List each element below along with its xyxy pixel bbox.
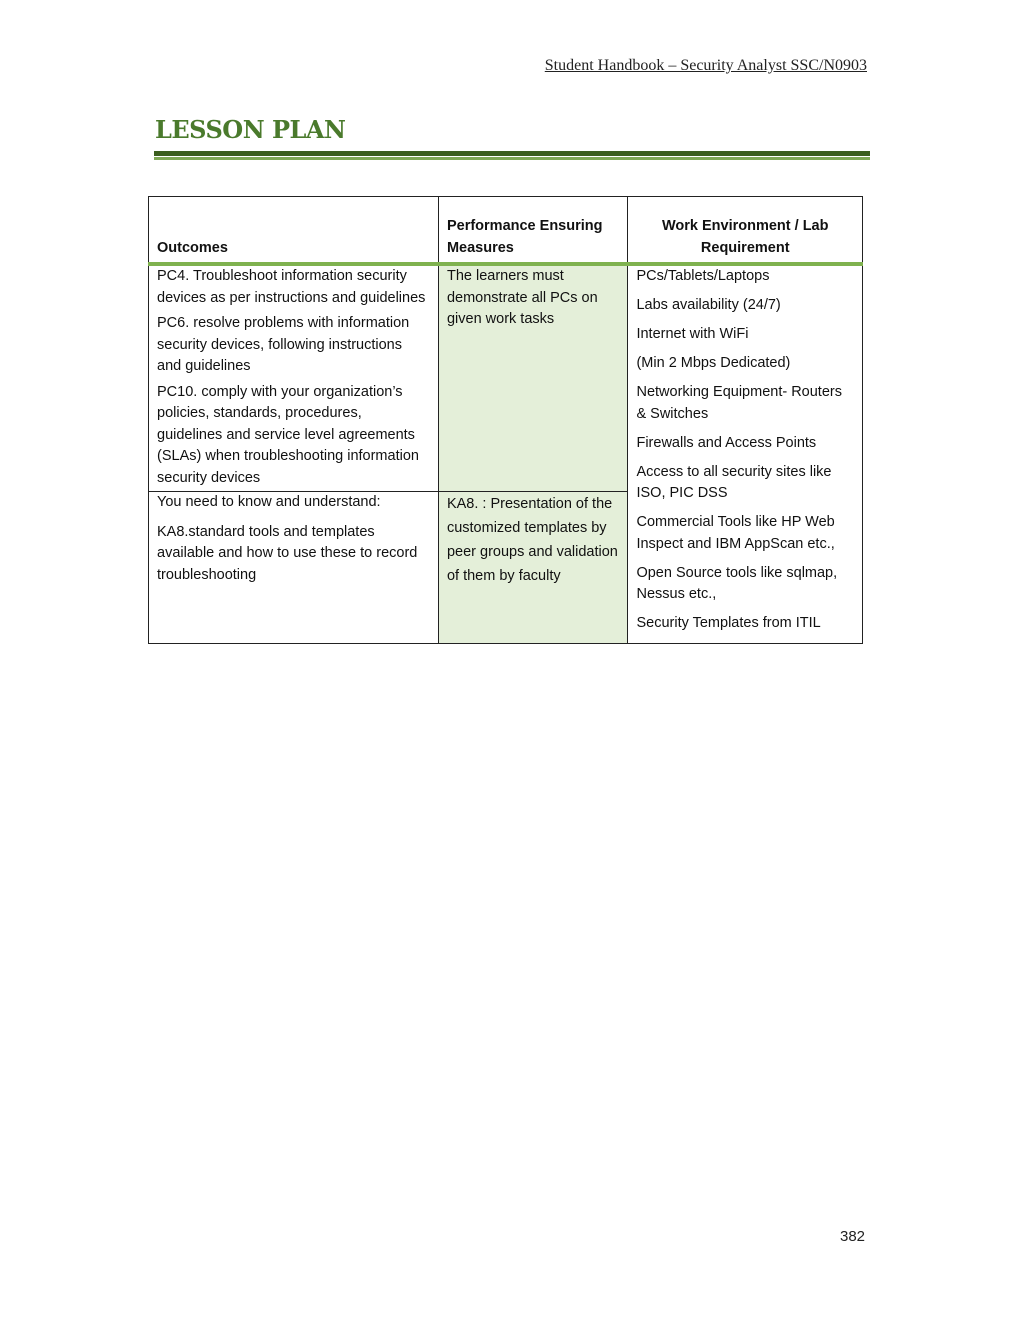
knowledge-intro: You need to know and understand: <box>157 494 381 510</box>
outcome-pc6: PC6. resolve problems with information security devices, following instructions and guidelines <box>157 315 410 374</box>
header-outcomes: Outcomes <box>149 197 439 265</box>
running-header: Student Handbook – Security Analyst SSC/N0903 <box>544 57 867 74</box>
ka8-measure-cell <box>438 492 628 644</box>
header-measures: Performance Ensuring Measures <box>438 197 628 265</box>
outcomes-cell <box>149 264 439 492</box>
env-item: Commercial Tools like HP Web Inspect and IBM AppScan etc., <box>636 514 835 552</box>
knowledge-cell <box>149 492 439 644</box>
env-item: Networking Equipment- Routers & Switches <box>636 384 842 422</box>
lesson-plan-table <box>148 196 863 644</box>
page-title: LESSON PLAN <box>155 115 346 144</box>
env-item: Security Templates from ITIL <box>636 615 821 631</box>
environment-cell <box>628 264 863 644</box>
env-item: Firewalls and Access Points <box>636 434 817 451</box>
env-item: Access to all security sites like ISO, PIC DSS <box>636 463 832 501</box>
env-item: Open Source tools like sqlmap, Nessus etc., <box>636 564 838 602</box>
header-environment: Work Environment / Lab Requirement <box>628 197 863 265</box>
outcome-pc4: PC4. Troubleshoot information security devices as per instructions and guidelines <box>157 268 426 306</box>
title-rule <box>154 151 870 156</box>
table-row <box>149 264 863 492</box>
env-item: (Min 2 Mbps Dedicated) <box>636 355 791 371</box>
env-item: PCs/Tablets/Laptops <box>636 268 770 284</box>
table-header-row <box>149 197 863 265</box>
knowledge-ka8: KA8.standard tools and templates available and how to use these to record troubleshooting <box>157 523 418 583</box>
page-number: 382 <box>840 1228 866 1245</box>
ka8-measure-text: KA8. : Presentation of the customized templates by peer groups and validation of them by faculty <box>446 496 618 584</box>
measures-cell: The learners must demonstrate all PCs on given work tasks <box>438 264 628 492</box>
env-item: Internet with WiFi <box>636 326 749 342</box>
outcome-pc10: PC10. comply with your organization’s policies, standards, procedures, guidelines and service level agreements (SLAs) when troubleshooting information security devices <box>157 383 419 486</box>
env-item: Labs availability (24/7) <box>636 297 781 313</box>
title-rule-accent <box>154 157 870 160</box>
